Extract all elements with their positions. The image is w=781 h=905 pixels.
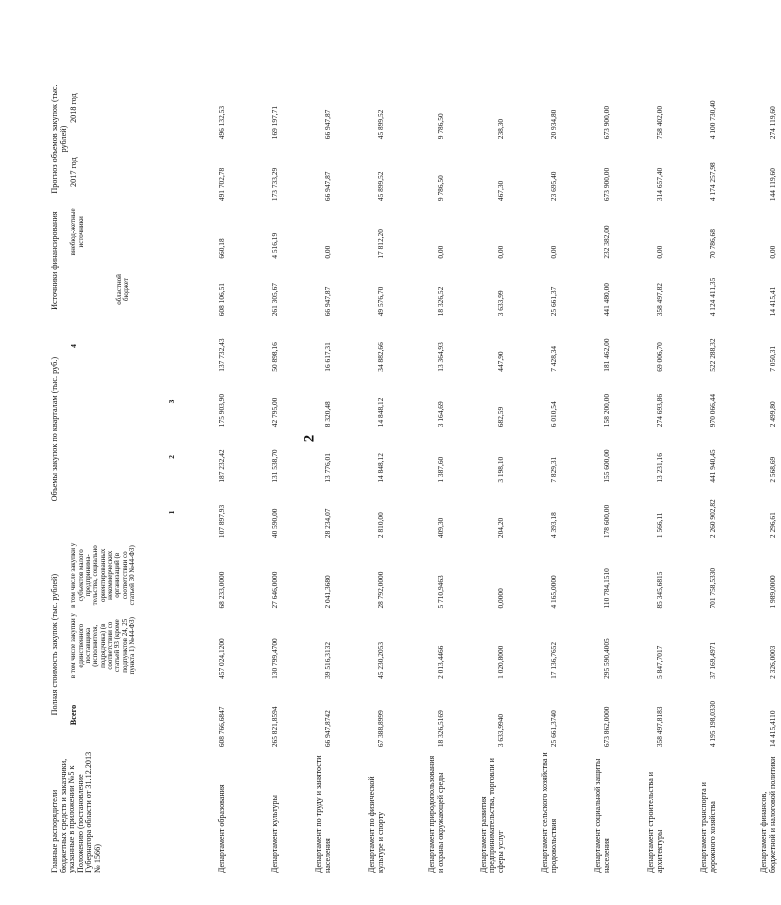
row-total: 14 415,4110 [768,710,778,748]
row-q1: 4 393,18 [549,512,559,539]
total-header: Всего [69,704,79,726]
row-q3: 14 848,12 [376,397,386,428]
row-department: Департамент строительства и архитектуры [646,771,664,873]
row-q3: 42 795,00 [270,397,280,428]
row-total: 67 388,8999 [376,710,386,748]
row-small-business: 4 165,0000 [549,575,559,609]
row-q3: 3 164,69 [436,401,446,428]
table-row [615,75,668,875]
row-forecast-2017: 144 119,60 [768,168,778,202]
row-q3: 274 693,86 [655,393,665,428]
regional-budget-header: областной бюджет [114,274,131,305]
row-forecast-2017: 314 657,40 [655,167,665,202]
row-single-supplier: 45 230,2053 [376,641,386,679]
row-q4: 522 288,32 [708,338,718,372]
row-regional: 3 633,99 [496,290,506,317]
row-forecast-2017: 467,30 [496,180,506,202]
row-q4: 16 617,31 [323,342,333,372]
row-q4: 13 364,93 [436,342,446,372]
row-single-supplier: 39 516,3132 [323,641,333,679]
row-extrabudget: 0,00 [549,245,559,259]
rotated-table-container [50,75,778,875]
table-row [283,75,336,875]
row-extrabudget: 0,00 [496,245,506,259]
row-total: 66 947,8742 [323,710,333,748]
row-regional: 4 124 411,35 [708,277,718,317]
row-forecast-2018: 274 119,60 [768,106,778,140]
row-q4: 50 898,16 [270,342,280,372]
quarter-3-header: 3 [167,399,177,404]
row-total: 4 195 198,0330 [708,700,718,748]
row-small-business: 28 792,0000 [376,571,386,609]
forecast-2017-header: 2017 год [69,157,79,187]
row-q2: 13 231,16 [655,453,665,483]
row-extrabudget: 0,00 [323,245,333,259]
row-q4: 181 462,00 [602,338,612,372]
row-extrabudget: 17 812,20 [376,229,386,259]
forecast-2018-header: 2018 год [69,93,79,123]
row-small-business: 85 345,6815 [655,571,665,609]
row-small-business: 2 041,3680 [323,575,333,609]
row-q1: 2 260 902,82 [708,499,718,539]
row-forecast-2018: 169 197,71 [270,105,280,140]
extrabudget-header: внебюд-жетные источники [69,208,85,256]
row-extrabudget: 232 382,00 [602,225,612,259]
row-q4: 34 882,66 [376,342,386,372]
table-row [562,75,615,875]
row-forecast-2017: 23 695,40 [549,171,559,202]
row-department: Департамент природопользования и охраны окружающей среды [427,755,445,873]
row-total: 265 821,8594 [270,706,280,748]
row-single-supplier: 2 013,4466 [436,645,446,679]
row-q3: 158 200,00 [602,393,612,428]
row-q3: 8 320,48 [323,401,333,428]
row-q1: 2 810,00 [376,512,386,539]
row-total: 608 766,6847 [217,706,227,748]
row-q1: 40 590,00 [270,508,280,539]
row-forecast-2018: 673 900,00 [602,105,612,140]
row-regional: 18 326,52 [436,286,446,317]
row-total: 3 633,9940 [496,713,506,748]
row-department: Департамент транспорта и дорожного хозяйства [699,782,717,873]
row-forecast-2017: 173 733,29 [270,167,280,202]
row-q2: 3 198,10 [496,456,506,483]
row-department: Департамент сельского хозяйства и продовольствия [540,752,558,873]
row-single-supplier: 37 169,4971 [708,641,718,679]
row-q3: 2 499,80 [768,401,778,428]
row-department: Департамент образования [216,784,226,873]
row-forecast-2018: 66 947,87 [323,109,333,140]
row-forecast-2018: 238,30 [496,118,506,140]
distributor-header: Главные распорядители бюджетных средств и заказчики, указанные в приложении №5 к Положению (постановление Губернатора области от 31.12.2013 № 1566) [50,751,103,873]
row-q1: 107 897,93 [217,504,227,539]
row-forecast-2017: 66 947,87 [323,171,333,202]
row-extrabudget: 0,00 [436,245,446,259]
row-q2: 7 829,31 [549,456,559,483]
row-forecast-2017: 491 702,78 [217,167,227,202]
row-q1: 2 296,61 [768,512,778,539]
row-q2: 14 848,12 [376,453,386,483]
row-q2: 155 600,00 [602,449,612,483]
row-small-business: 701 758,5330 [708,567,718,609]
row-single-supplier: 295 590,4005 [602,638,612,679]
single-supplier-header: в том числе закупки у единственного поставщика (исполнителя, подрядчика) (в соответствии со статьей 93 (кроме подпунктов 24, 25 пункта 1) №44-ФЗ) [69,613,136,679]
row-department: Департамент по труду и занятости населения [314,755,332,873]
row-small-business: 68 233,0000 [217,571,227,609]
row-forecast-2018: 496 132,53 [217,105,227,140]
row-total: 673 862,0000 [602,706,612,748]
row-department: Департамент финансов, бюджетной и налоговой политики [759,756,777,873]
row-regional: 14 415,41 [768,286,778,317]
row-forecast-2018: 45 899,52 [376,109,386,140]
row-q4: 69 006,70 [655,342,665,372]
row-regional: 358 497,82 [655,283,665,317]
row-q3: 6 010,54 [549,401,559,428]
row-single-supplier: 17 136,7652 [549,641,559,679]
row-q3: 682,59 [496,406,506,428]
row-department: Департамент социальной защиты населения [593,758,611,873]
quarter-2-header: 2 [167,455,177,459]
row-q4: 137 732,43 [217,338,227,372]
row-q2: 131 538,70 [270,449,280,483]
row-q2: 441 940,45 [708,449,718,483]
row-q1: 1 566,11 [655,512,665,539]
row-q1: 178 600,00 [602,504,612,539]
row-regional: 441 480,00 [602,283,612,317]
row-regional: 261 305,67 [270,283,280,317]
row-q4: 7 050,31 [768,345,778,372]
row-forecast-2018: 20 934,80 [549,109,559,140]
row-extrabudget: 70 786,68 [708,229,718,259]
row-regional: 25 661,37 [549,286,559,317]
page-number: 2 [301,434,318,443]
row-department: Департамент культуры [269,795,279,873]
row-regional: 49 576,70 [376,286,386,317]
row-department: Департамент по физической культуре и спорту [367,776,385,873]
row-single-supplier: 5 847,7017 [655,645,665,679]
table-row [389,75,449,875]
row-single-supplier: 1 020,8000 [496,645,506,679]
sources-header: Источники финансирования [50,211,59,310]
row-forecast-2017: 673 900,00 [602,167,612,202]
row-forecast-2017: 4 174 257,98 [708,162,718,202]
row-q3: 175 903,90 [217,393,227,428]
row-q4: 7 428,34 [549,345,559,372]
row-single-supplier: 2 326,0003 [768,645,778,679]
quarter-4-header: 4 [69,344,79,348]
full-cost-header: Полная стоимость закупок (тыс. рублей) [50,573,59,716]
row-department: Департамент развития предпринимательства, торговли и сферы услуг [479,758,505,873]
row-q1: 28 234,07 [323,508,333,539]
row-regional: 66 947,87 [323,286,333,317]
row-forecast-2017: 45 899,52 [376,171,386,202]
table-row [509,75,562,875]
row-small-business: 0,0000 [496,588,506,609]
row-q2: 13 776,01 [323,453,333,483]
row-total: 25 661,3740 [549,710,559,748]
row-q2: 187 232,42 [217,449,227,483]
quarter-1-header: 1 [167,510,177,515]
row-extrabudget: 0,00 [655,245,665,259]
row-q3: 970 066,44 [708,393,718,428]
row-total: 358 497,8183 [655,706,665,748]
row-small-business: 1 989,0000 [768,575,778,609]
row-q2: 2 568,69 [768,456,778,483]
row-extrabudget: 660,18 [217,238,227,259]
row-small-business: 27 646,0000 [270,571,280,609]
row-forecast-2018: 4 100 730,40 [708,100,718,140]
quarters-header: Объемы закупок по кварталам (тыс. руб.) [50,356,59,502]
row-q1: 204,20 [496,517,506,539]
row-small-business: 110 784,1510 [602,568,612,609]
forecast-header: Прогноз объемов закупок (тыс. рублей) [50,84,68,194]
table-row [230,75,283,875]
row-forecast-2018: 758 402,00 [655,105,665,140]
table-row [336,75,389,875]
row-extrabudget: 0,00 [768,245,778,259]
row-total: 18 326,5169 [436,710,446,748]
row-q4: 447,90 [496,351,506,372]
row-extrabudget: 4 516,19 [270,232,280,259]
small-business-header: в том числе закупки у субъектов малого предпринима-тельства, социально ориентированных некоммерческих организаций (в соответствии со статьей 30 №44-ФЗ) [69,542,136,608]
row-q2: 1 387,60 [436,456,446,483]
table-row [721,75,781,875]
row-q1: 409,30 [436,517,446,539]
row-forecast-2018: 9 786,50 [436,113,446,140]
table-row [449,75,509,875]
row-single-supplier: 457 024,1200 [217,638,227,679]
table-row [668,75,721,875]
row-single-supplier: 130 799,4700 [270,638,280,679]
row-forecast-2017: 9 786,50 [436,175,446,202]
procurement-table [50,75,781,875]
row-regional: 608 106,51 [217,283,227,317]
row-small-business: 5 710,9463 [436,575,446,609]
table-row [177,75,230,875]
